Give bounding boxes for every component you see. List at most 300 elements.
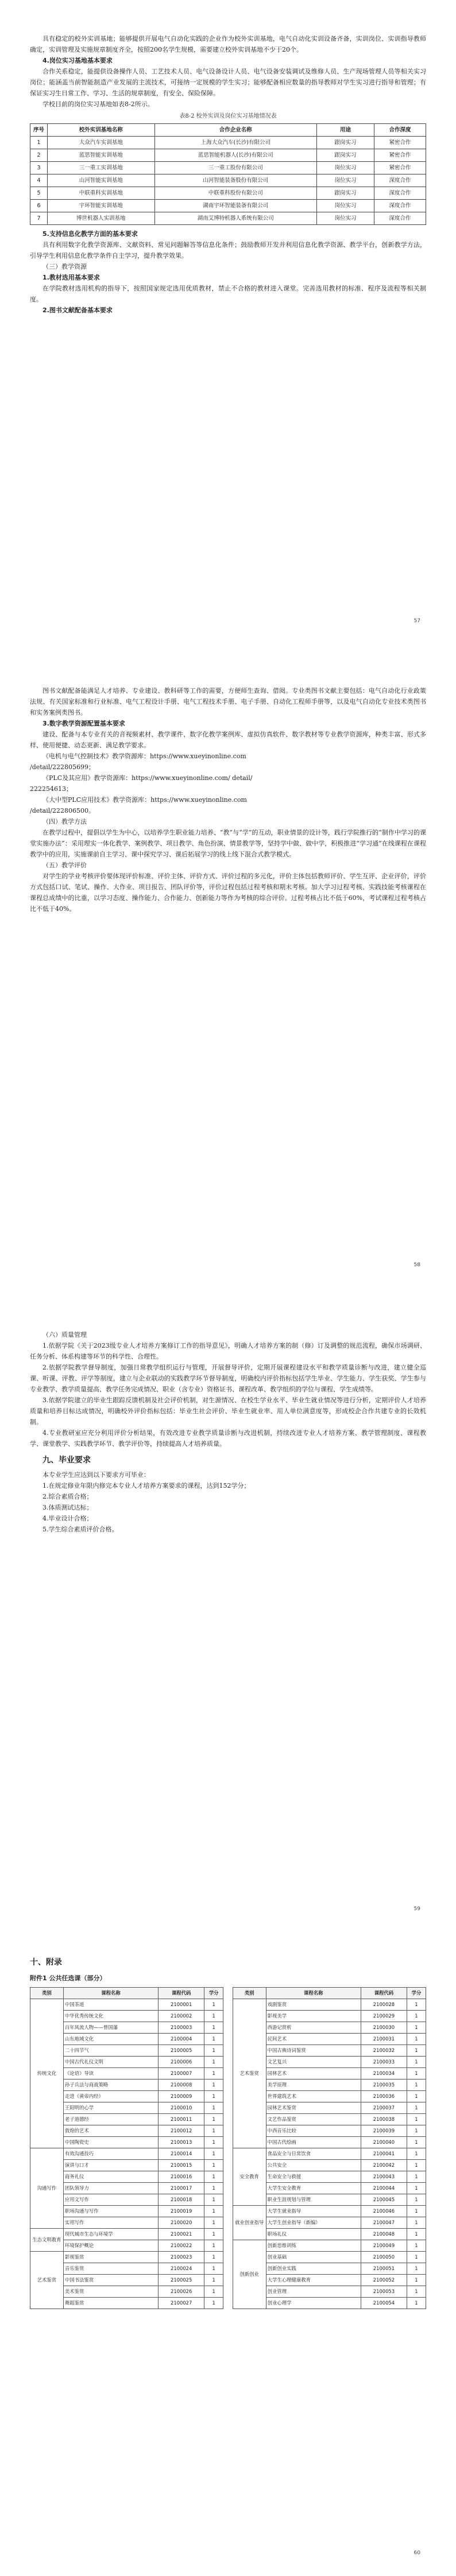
course-row xyxy=(30,2045,426,2057)
table-cell: 6 xyxy=(30,200,48,212)
resource-link-1[interactable]: 《电机与电气控制技术》教学资源库：https://www.xueyinonline.com xyxy=(42,752,246,760)
elective-header-row xyxy=(30,1988,426,1999)
table-cell: 山河智能实训基地 xyxy=(48,174,155,187)
table-cell: 跟岗实习 xyxy=(317,137,374,149)
library-paragraph: 图书文献配备能满足人才培养、专业建设、教科研等工作的需要，方便师生查询、借阅。专业类图书文献主要包括：电气自动化行业政策法规、有关国家标准和行业标准、电气工程设计手册、电气工程技术手册、电子手册、自动化工程师手册等，以及电气自动化专业技术类图书和实务案例类图书。 xyxy=(30,687,426,716)
course-code: 2100035 xyxy=(361,2080,407,2091)
course-credit: 1 xyxy=(407,2286,426,2298)
course-name: 二十四节气 xyxy=(63,2045,158,2057)
col-header: 序号 xyxy=(30,124,48,137)
column-gap xyxy=(223,2034,233,2045)
column-gap xyxy=(223,2022,233,2034)
table-cell: 跟岗实习 xyxy=(317,187,374,200)
course-category: 生态文明教育 xyxy=(30,2229,64,2252)
internship-base-table xyxy=(30,123,426,225)
course-code: 2100053 xyxy=(361,2286,407,2298)
course-code: 2100042 xyxy=(361,2160,407,2171)
course-credit: 1 xyxy=(204,2080,223,2091)
course-row xyxy=(30,2217,426,2229)
course-credit: 1 xyxy=(204,2275,223,2286)
course-code: 2100021 xyxy=(159,2229,204,2240)
intro-paragraph: 具有稳定的校外实训基地；能够提供开展电气自动化实践的企业作为校外实训基地，电气自动化实训设备齐备，实训岗位、实训指导教师确定，实训管理及实施规章制度齐全，按照200名学生规模，需要建立校外实训基地不少于20个。 xyxy=(30,35,426,53)
course-row xyxy=(30,2240,426,2252)
course-credit: 1 xyxy=(407,1999,426,2011)
course-code: 2100019 xyxy=(159,2206,204,2217)
column-gap xyxy=(223,2057,233,2068)
course-code: 2100016 xyxy=(159,2171,204,2183)
course-name: 职业生涯规划与管理 xyxy=(266,2194,361,2206)
course-credit: 1 xyxy=(407,2240,426,2252)
course-credit: 1 xyxy=(407,2160,426,2171)
course-name: 有效沟通技巧 xyxy=(63,2148,158,2160)
table-row xyxy=(30,149,426,162)
course-row xyxy=(30,2011,426,2022)
table-cell: 大众汽车实训基地 xyxy=(48,137,155,149)
course-name: 音乐鉴赏 xyxy=(63,2263,158,2275)
course-name: 大学生心理健康教育 xyxy=(266,2275,361,2286)
course-credit: 1 xyxy=(407,2229,426,2240)
quality-item-3: 3.依据学院建立的毕业生跟踪反馈机制及社会评价机制，对生源情况、在校生学业水平、毕业生就业情况等进行分析，定期评价人才培养质量和培养目标达成情况，明确校外评价指标包括：毕业生社会评价、毕业生就业率、用人单位满意度等，形成校企合作共建专业的长效机制。 xyxy=(30,1396,426,1426)
teaching-evaluation-paragraph: 对学生的学业考核评价要体现评价标准、评价主体、评价方式、评价过程的多元化，评价主体包括教师评价、学生互评、企业评价，评价方式包括口试、笔试、操作、大作业、项目报告、团队评价等，评价过程包括过程考核和期末考核。加大学习过程考核、实践技能考核课程在课程总成绩中的比重，以学习态度、操作能力、合作能力、创新能力等作为考核的综合评价。过程考核占比不低于60%，考试课程过程考核占比不低于40%。 xyxy=(30,872,426,913)
course-code: 2100012 xyxy=(159,2125,204,2137)
course-credit: 1 xyxy=(407,2137,426,2148)
table-cell: 紧密合作 xyxy=(374,137,426,149)
course-credit: 1 xyxy=(204,2160,223,2171)
course-credit: 1 xyxy=(407,2217,426,2229)
course-credit: 1 xyxy=(204,2114,223,2125)
course-credit: 1 xyxy=(407,2045,426,2057)
course-code: 2100010 xyxy=(159,2102,204,2114)
page-59-body xyxy=(30,1329,426,1535)
course-name: 演讲与口才 xyxy=(63,2160,158,2171)
course-credit: 1 xyxy=(204,2229,223,2240)
course-credit: 1 xyxy=(204,2091,223,2102)
heading-internship-base: 4.岗位实习基地基本要求 xyxy=(42,57,113,64)
course-name: 敦煌的艺术 xyxy=(63,2125,158,2137)
course-code: 2100039 xyxy=(361,2125,407,2137)
column-gap xyxy=(223,2171,233,2183)
table-cell: 中联重科实训基地 xyxy=(48,187,155,200)
course-name: 应用文写作 xyxy=(63,2194,158,2206)
course-name: 戏剧鉴赏 xyxy=(266,1999,361,2011)
course-credit: 1 xyxy=(407,2011,426,2022)
course-credit: 1 xyxy=(204,2045,223,2057)
heading-library: 2.图书文献配备基本要求 xyxy=(42,307,113,314)
course-code: 2100054 xyxy=(361,2298,407,2309)
course-name: 大学生就业指导 xyxy=(266,2206,361,2217)
table-cell: 5 xyxy=(30,187,48,200)
course-name: 王阳明的心学 xyxy=(63,2102,158,2114)
course-code: 2100049 xyxy=(361,2240,407,2252)
resource-link-2[interactable]: 《PLC及其应用》教学资源库：https://www.xueyinonline.com/ detail/ xyxy=(42,774,253,782)
page-number: 60 xyxy=(414,2550,420,2556)
page-57-body xyxy=(30,33,426,316)
heading-digital-resources: 3.数字教学资源配置基本要求 xyxy=(42,720,125,727)
course-code: 2100004 xyxy=(159,2034,204,2045)
course-code: 2100028 xyxy=(361,1999,407,2011)
table-cell: 蓝思智能机器人(长沙)有限公司 xyxy=(154,149,316,162)
course-name: 现代城市生态与环境学 xyxy=(63,2229,158,2240)
column-gap xyxy=(223,2229,233,2240)
course-row xyxy=(30,2057,426,2068)
column-gap xyxy=(223,2286,233,2298)
course-code: 2100025 xyxy=(159,2275,204,2286)
course-row xyxy=(30,2091,426,2102)
course-code: 2100041 xyxy=(361,2148,407,2160)
course-code: 2100023 xyxy=(159,2252,204,2263)
table-cell: 山河智能装备股份有限公司 xyxy=(154,174,316,187)
graduation-item-5: 5.学生综合素质评价合格。 xyxy=(42,1526,118,1533)
column-gap xyxy=(223,1988,233,1999)
course-credit: 1 xyxy=(407,2206,426,2217)
section-teaching-evaluation: （五）教学评价 xyxy=(42,862,87,869)
table-cell: 深度合作 xyxy=(374,200,426,212)
course-credit: 1 xyxy=(204,2183,223,2194)
course-credit: 1 xyxy=(407,2263,426,2275)
course-credit: 1 xyxy=(204,2263,223,2275)
section-graduation-requirements: 九、毕业要求 xyxy=(42,1456,91,1465)
course-name: 世界建筑艺术 xyxy=(266,2091,361,2102)
course-name: 实用写作 xyxy=(63,2217,158,2229)
course-row xyxy=(30,2068,426,2080)
page-58-body xyxy=(30,685,426,914)
course-category: 安全教育 xyxy=(233,2148,266,2206)
course-category: 就业创业指导 xyxy=(233,2206,266,2240)
course-credit: 1 xyxy=(204,2034,223,2045)
course-credit: 1 xyxy=(204,2137,223,2148)
table-cell: 深度合作 xyxy=(374,212,426,225)
column-gap xyxy=(223,2045,233,2057)
course-name: 走进《黄帝内经》 xyxy=(63,2091,158,2102)
course-code: 2100013 xyxy=(159,2137,204,2148)
course-code: 2100005 xyxy=(159,2045,204,2057)
column-gap xyxy=(223,2011,233,2022)
course-credit: 1 xyxy=(204,2252,223,2263)
course-credit: 1 xyxy=(407,2114,426,2125)
course-code: 2100034 xyxy=(361,2068,407,2080)
course-name: 中国书法鉴赏 xyxy=(63,2275,158,2286)
course-code: 2100037 xyxy=(361,2102,407,2114)
course-row xyxy=(30,2034,426,2045)
course-credit: 1 xyxy=(407,2034,426,2045)
course-code: 2100022 xyxy=(159,2240,204,2252)
course-code: 2100040 xyxy=(361,2137,407,2148)
course-row xyxy=(30,2125,426,2137)
course-credit: 1 xyxy=(204,2057,223,2068)
course-name: 团队领导力 xyxy=(63,2183,158,2194)
course-code: 2100014 xyxy=(159,2148,204,2160)
course-name: 中国茶道 xyxy=(63,1999,158,2011)
table-cell: 深度合作 xyxy=(374,187,426,200)
course-row xyxy=(30,2229,426,2240)
table-cell: 岗位实习 xyxy=(317,200,374,212)
table-cell: 湖南艾博特机器人系统有限公司 xyxy=(154,212,316,225)
col-header: 学分 xyxy=(204,1988,223,1999)
course-code: 2100020 xyxy=(159,2217,204,2229)
course-credit: 1 xyxy=(407,2298,426,2309)
table-cell: 博世机器人实训基地 xyxy=(48,212,155,225)
course-name: 《论语》导读 xyxy=(63,2068,158,2080)
course-row xyxy=(30,2080,426,2091)
course-name: 文艺作品鉴赏 xyxy=(266,2114,361,2125)
col-header: 类别 xyxy=(30,1988,64,1999)
col-header: 学分 xyxy=(407,1988,426,1999)
graduation-intro: 本专业学生应达到以下要求方可毕业： xyxy=(42,1471,150,1479)
column-gap xyxy=(223,1999,233,2011)
column-gap xyxy=(223,2068,233,2080)
table-cell: 7 xyxy=(30,212,48,225)
course-code: 2100052 xyxy=(361,2275,407,2286)
course-name: 创新思维训练 xyxy=(266,2240,361,2252)
course-category: 艺术鉴赏 xyxy=(30,2252,64,2309)
column-gap xyxy=(223,2217,233,2229)
course-credit: 1 xyxy=(407,2125,426,2137)
course-name: 民间艺术 xyxy=(266,2034,361,2045)
course-name: 环境保护概论 xyxy=(63,2240,158,2252)
page-60 xyxy=(0,1932,456,2576)
course-row xyxy=(30,2148,426,2160)
course-credit: 1 xyxy=(204,2171,223,2183)
page-60-body xyxy=(30,1957,426,2309)
course-name: 西游记赏析 xyxy=(266,2022,361,2034)
column-gap xyxy=(223,2137,233,2148)
table-header-row xyxy=(30,124,426,137)
page-58 xyxy=(0,644,456,1288)
course-name: 中国古代礼仪文明 xyxy=(63,2057,158,2068)
textbook-paragraph: 在学院教材选用机构的指导下，按照国家规定选用优质教材，禁止不合格的教材进入课堂。完善选用教材的标准、程序及流程等相关制度。 xyxy=(30,285,426,303)
course-category: 传统文化 xyxy=(30,1999,64,2148)
course-credit: 1 xyxy=(407,2068,426,2080)
course-credit: 1 xyxy=(204,2217,223,2229)
course-credit: 1 xyxy=(407,2183,426,2194)
col-header: 合作企业名称 xyxy=(154,124,316,137)
course-name: 美学原理 xyxy=(266,2080,361,2091)
course-row xyxy=(30,2252,426,2263)
course-name: 食品安全与日常饮食 xyxy=(266,2148,361,2160)
course-credit: 1 xyxy=(204,2068,223,2080)
course-name: 大学生安全教育 xyxy=(266,2183,361,2194)
course-name: 中国陶瓷史 xyxy=(63,2137,158,2148)
section-quality-management: （六）质量管理 xyxy=(42,1331,87,1339)
internship-base-table-body xyxy=(30,137,426,225)
course-code: 2100027 xyxy=(159,2298,204,2309)
course-row xyxy=(30,2160,426,2171)
course-credit: 1 xyxy=(204,2148,223,2160)
course-code: 2100047 xyxy=(361,2217,407,2229)
heading-it-support: 5.支持信息化教学方面的基本要求 xyxy=(42,230,138,238)
course-name: 公共安全 xyxy=(266,2160,361,2171)
course-credit: 1 xyxy=(407,2102,426,2114)
section-appendix: 十、附录 xyxy=(30,1958,62,1967)
course-credit: 1 xyxy=(407,2194,426,2206)
course-name: 舞蹈鉴赏 xyxy=(63,2298,158,2309)
column-gap xyxy=(223,2125,233,2137)
column-gap xyxy=(223,2091,233,2102)
column-gap xyxy=(223,2194,233,2206)
course-category: 艺术鉴赏 xyxy=(233,1999,266,2148)
table-cell: 跟岗实习 xyxy=(317,149,374,162)
course-name: 商务礼仪 xyxy=(63,2171,158,2183)
column-gap xyxy=(223,2148,233,2160)
table-row xyxy=(30,174,426,187)
course-row xyxy=(30,2263,426,2275)
table-cell: 上海大众汽车(长沙)有限公司 xyxy=(154,137,316,149)
graduation-item-4: 4.毕业设计合格； xyxy=(42,1515,93,1522)
course-credit: 1 xyxy=(204,2286,223,2298)
course-name: 百年风流人物——曾国藩 xyxy=(63,2022,158,2034)
course-credit: 1 xyxy=(204,2298,223,2309)
column-gap xyxy=(223,2160,233,2171)
section-teaching-methods: （四）教学方法 xyxy=(42,818,87,825)
course-code: 2100048 xyxy=(361,2229,407,2240)
course-code: 2100026 xyxy=(159,2286,204,2298)
course-name: 中华优秀传统文化 xyxy=(63,2011,158,2022)
course-name: 山东地域文化 xyxy=(63,2034,158,2045)
course-name: 影视美学 xyxy=(266,2011,361,2022)
column-gap xyxy=(223,2102,233,2114)
course-code: 2100050 xyxy=(361,2252,407,2263)
column-gap xyxy=(223,2206,233,2217)
course-code: 2100044 xyxy=(361,2183,407,2194)
section-teaching-resources: （三）教学资源 xyxy=(42,263,87,270)
course-code: 2100029 xyxy=(361,2011,407,2022)
table-cell: 3 xyxy=(30,162,48,174)
course-code: 2100032 xyxy=(361,2045,407,2057)
table-cell: 1 xyxy=(30,137,48,149)
table-row xyxy=(30,137,426,149)
course-row xyxy=(30,2102,426,2114)
course-name: 生命安全与救援 xyxy=(266,2171,361,2183)
course-name: 美术鉴赏 xyxy=(63,2286,158,2298)
course-credit: 1 xyxy=(407,2148,426,2160)
col-header: 课程代码 xyxy=(159,1988,204,1999)
table-cell: 宇环智能实训基地 xyxy=(48,200,155,212)
course-credit: 1 xyxy=(407,2057,426,2068)
course-name: 园林艺术鉴赏 xyxy=(266,2102,361,2114)
elective-courses-table xyxy=(30,1987,426,2309)
page-57 xyxy=(0,0,456,644)
internship-base-note: 学校目前的岗位实习基地如表8-2所示。 xyxy=(42,100,154,108)
course-credit: 1 xyxy=(204,2194,223,2206)
page-number: 57 xyxy=(414,618,420,624)
course-category: 创新创业 xyxy=(233,2240,266,2309)
course-code: 2100006 xyxy=(159,2057,204,2068)
page-number: 59 xyxy=(414,1906,420,1912)
quality-item-1: 1.依据学院《关于2023级专业人才培养方案修订工作的指导意见》，明确人才培养方案的制（修）订及调整的规范流程，确保市场调研、任务分析、体系构建等环节的科学性、合理性。 xyxy=(30,1342,426,1360)
course-code: 2100008 xyxy=(159,2080,204,2091)
course-row xyxy=(30,2275,426,2286)
course-code: 2100033 xyxy=(361,2057,407,2068)
page-59 xyxy=(0,1288,456,1932)
course-name: 中西音乐比较 xyxy=(266,2125,361,2137)
course-name: 文艺复兴 xyxy=(266,2057,361,2068)
course-code: 2100011 xyxy=(159,2114,204,2125)
graduation-item-3: 3.体质测试达标； xyxy=(42,1504,93,1511)
course-code: 2100002 xyxy=(159,2011,204,2022)
table-cell: 三一重工实训基地 xyxy=(48,162,155,174)
table-cell: 岗位实习 xyxy=(317,162,374,174)
course-name: 孙子兵法与商战策略 xyxy=(63,2080,158,2091)
col-header: 课程代码 xyxy=(361,1988,407,1999)
column-gap xyxy=(223,2080,233,2091)
col-header: 课程名称 xyxy=(266,1988,361,1999)
column-gap xyxy=(223,2183,233,2194)
col-header: 课程名称 xyxy=(63,1988,158,1999)
course-name: 中国古典诗词鉴赏 xyxy=(266,2045,361,2057)
quality-item-2: 2.依据学院教学督导制度，加强日常教学组织运行与管理，开展督导评价，定期开展课程建设水平和教学质量诊断与改进，建立健全巡课、听课、评教、评学等制度，建立与企业联动的实践教学环节督导制度，明确校内评价指标包括学生毕业、学生能力、学生获奖、学生参与专业教学、教学质量提高、教学任务完成情况、职业（含专业）资格证书、课程改革、教学组织的学位与课程、学生成绩等。 xyxy=(30,1364,426,1393)
it-support-paragraph: 具有利用数字化教学资源库、文献资料、常见问题解答等信息化条件；鼓励教师开发并利用信息化教学资源、教学平台，创新教学方法，引导学生利用信息化教学条件自主学习，提升教学效果。 xyxy=(30,241,426,259)
course-code: 2100007 xyxy=(159,2068,204,2080)
graduation-item-1: 1.在规定修业年限内修完本专业人才培养方案要求的课程，达到152学分； xyxy=(42,1482,250,1489)
course-credit: 1 xyxy=(407,2252,426,2263)
col-header: 用途 xyxy=(317,124,374,137)
course-row xyxy=(30,2298,426,2309)
course-name: 大学生创业指导（新编） xyxy=(266,2217,361,2229)
course-credit: 1 xyxy=(407,2171,426,2183)
course-credit: 1 xyxy=(407,2022,426,2034)
course-name: 创业管理 xyxy=(266,2286,361,2298)
col-header: 校外实训基地名称 xyxy=(48,124,155,137)
internship-base-paragraph: 合作关系稳定，能提供设备操作人员、工艺技术人员、电气设备设计人员、电气设备安装调试及维修人员、生产现场管理人员等相关实习岗位；能涵盖当前智能制造产业发展的主流技术，可接纳一定规模的学生实习；能够配备相应数量的指导教师对学生实习进行指导和管理；有保证实习生日常工作、学习、生活的规章制度，有安全、保险保障。 xyxy=(30,68,426,97)
course-credit: 1 xyxy=(407,2275,426,2286)
course-code: 2100001 xyxy=(159,1999,204,2011)
page-number: 58 xyxy=(414,1262,420,1268)
table-cell: 4 xyxy=(30,174,48,187)
teaching-methods-paragraph: 在教学过程中，提倡以学生为中心，以培养学生职业能力培养、“教”与“学”的互动，职业情景的设计等，践行学院推行的“制作中学习的课堂实施办法”：采用理实一体化教学、案例教学、项目教学、角色扮演、情景教学等，坚持学中做、做中学，积极推进“学习通”在线课程在课程教学中的应用，实施课前自主学习、课中探究学习、课后拓展学习的线上线下混合式教学模式。 xyxy=(30,829,426,858)
col-header: 合作深度 xyxy=(374,124,426,137)
course-code: 2100043 xyxy=(361,2171,407,2183)
course-credit: 1 xyxy=(407,2080,426,2091)
table-row xyxy=(30,162,426,174)
table-caption: 表8-2 校外实训及岗位实习基地情况表 xyxy=(179,113,277,119)
course-name: 创新创业实践 xyxy=(266,2263,361,2275)
course-code: 2100018 xyxy=(159,2194,204,2206)
course-row xyxy=(30,2114,426,2125)
table-cell: 岗位实习 xyxy=(317,212,374,225)
course-name: 创业基础 xyxy=(266,2252,361,2263)
resource-link-3[interactable]: 《大中型PLC应用技术》教学资源库：https://www.xueyinonline.com xyxy=(42,796,247,804)
course-credit: 1 xyxy=(204,2022,223,2034)
course-code: 2100030 xyxy=(361,2022,407,2034)
column-gap xyxy=(223,2252,233,2263)
course-code: 2100017 xyxy=(159,2183,204,2194)
course-name: 创业心理学 xyxy=(266,2298,361,2309)
course-row xyxy=(30,1999,426,2011)
course-name: 老子道德经 xyxy=(63,2114,158,2125)
course-code: 2100015 xyxy=(159,2160,204,2171)
course-code: 2100031 xyxy=(361,2034,407,2045)
column-gap xyxy=(223,2263,233,2275)
course-name: 职场礼仪 xyxy=(266,2229,361,2240)
quality-item-4: 4.专业教研室应充分利用评价分析结果，有效改进专业教学质量诊断与改进机制，持续改进专业人才培养方案、教学管理制度、课程教学、课堂教学、实践教学环节、教学评价等，持续提高人才培养质量。 xyxy=(30,1429,426,1448)
course-name: 中国古代绘画 xyxy=(266,2137,361,2148)
table-cell: 蓝思智能实训基地 xyxy=(48,149,155,162)
course-credit: 1 xyxy=(204,1999,223,2011)
course-name: 职场沟通与写作 xyxy=(63,2206,158,2217)
table-row xyxy=(30,200,426,212)
column-gap xyxy=(223,2240,233,2252)
course-name: 园林艺术 xyxy=(266,2068,361,2080)
course-row xyxy=(30,2171,426,2183)
resource-link-3-cont: /detail/222806500。 xyxy=(30,807,95,814)
table-cell: 紧密合作 xyxy=(374,162,426,174)
course-code: 2100046 xyxy=(361,2206,407,2217)
table-row xyxy=(30,212,426,225)
course-code: 2100036 xyxy=(361,2091,407,2102)
attachment-title: 附件1 公共任选课（部分） xyxy=(30,1974,106,1982)
resource-link-1-cont: /detail/222805699； xyxy=(30,763,95,771)
course-category: 沟通写作 xyxy=(30,2148,64,2229)
